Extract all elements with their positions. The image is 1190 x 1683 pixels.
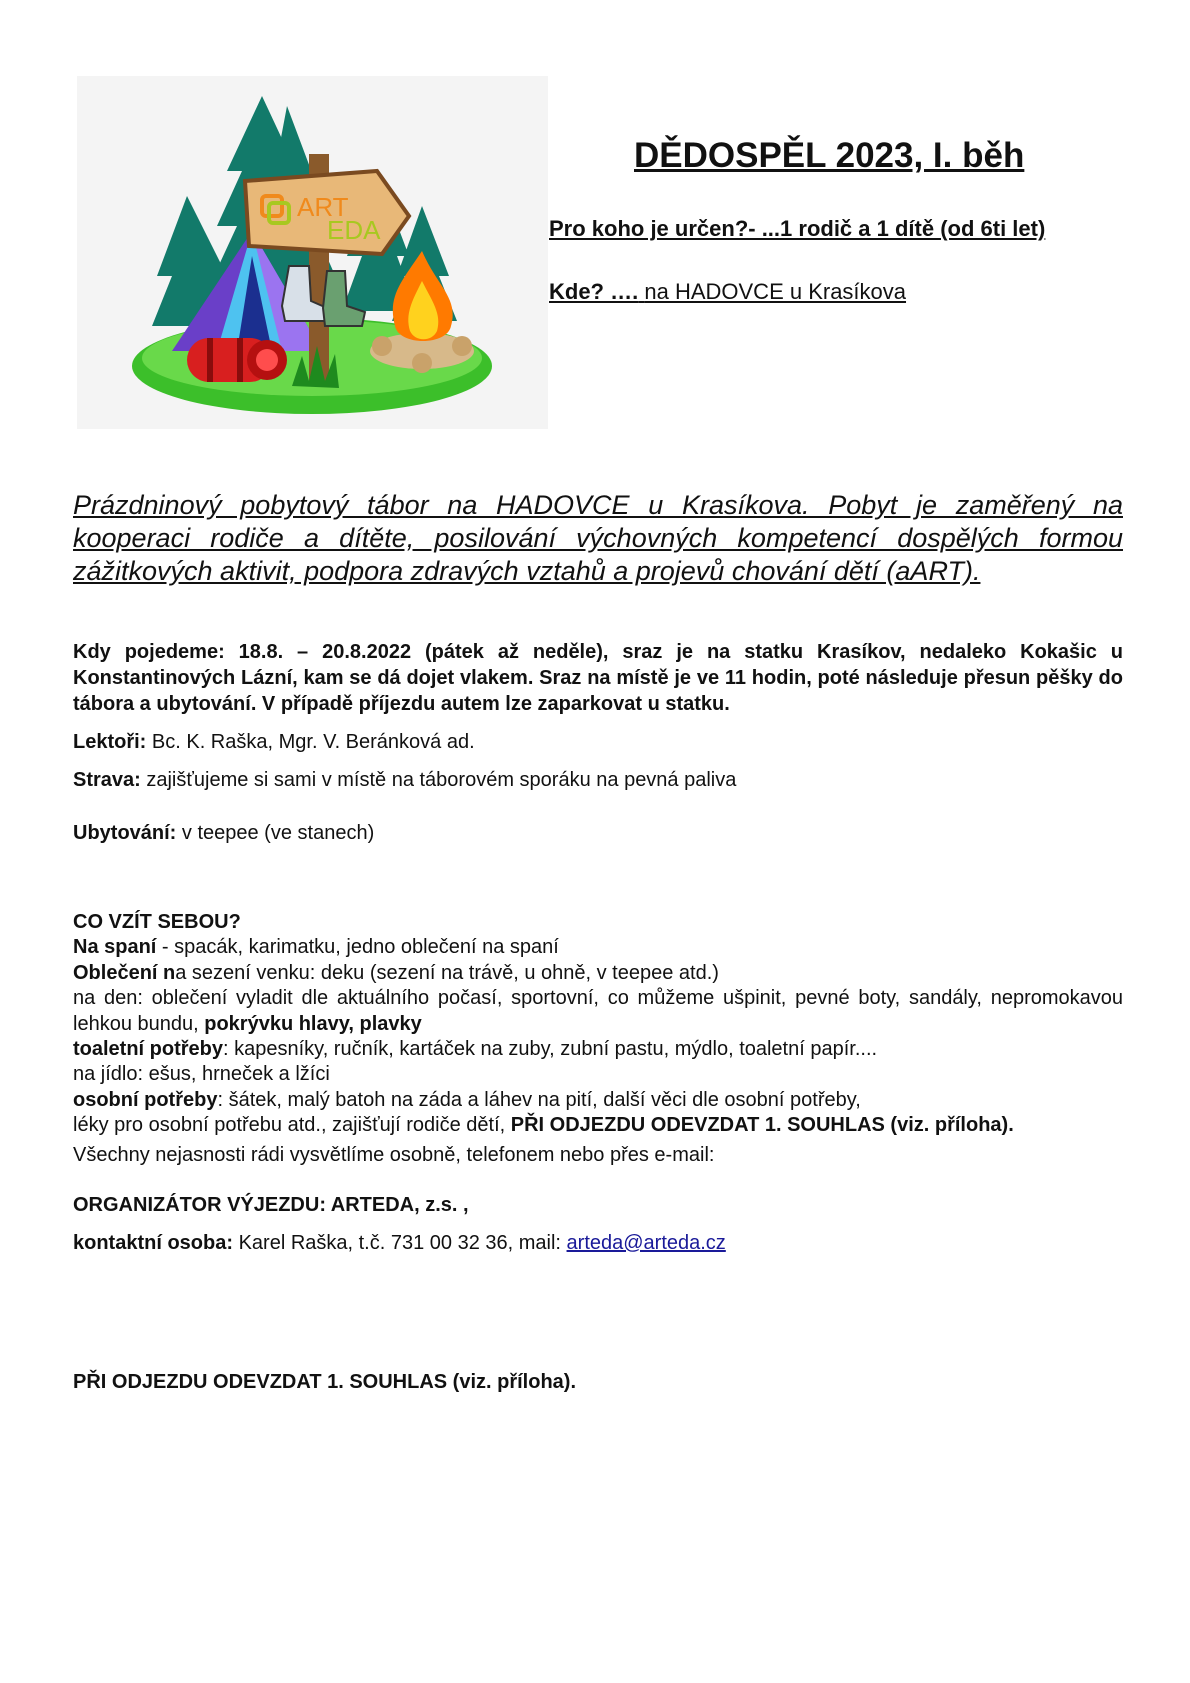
- lecturers-label: Lektoři:: [73, 731, 147, 753]
- svg-text:EDA: EDA: [327, 215, 381, 245]
- arteda-sign: [245, 171, 409, 254]
- packing-heading: CO VZÍT SEBOU?: [73, 911, 241, 933]
- organizer-line: ORGANIZÁTOR VÝJEZDU: ARTEDA, z.s. ,: [73, 1194, 469, 1216]
- accommodation-label: Ubytování:: [73, 822, 177, 844]
- location-line: [549, 279, 906, 305]
- contact-line: [73, 1230, 726, 1256]
- food-value: zajišťujeme si sami v místě na táborovém sporáku na pevná paliva: [140, 769, 737, 791]
- contact-label: kontaktní osoba:: [73, 1232, 234, 1254]
- packing-day: na den: oblečení vyladit dle aktuálního počasí, sportovní, co můžeme ušpinit, pevné boty, sandály, nepromokavou lehkou bundu, pokrývku hlavy, plavky: [73, 987, 1123, 1035]
- packing-sleep: Na spaní - spacák, karimatku, jedno oblečení na spaní: [73, 936, 559, 959]
- camp-scene-image: [77, 76, 548, 429]
- camp-illustration: [77, 76, 548, 429]
- contact-value: Karel Raška, t.č. 731 00 32 36, mail:: [233, 1232, 567, 1254]
- packing-food: na jídlo: ešus, hrneček a lžíci: [73, 1063, 330, 1086]
- location-value: na HADOVCE u Krasíkova: [644, 279, 907, 304]
- packing-toiletries: toaletní potřeby: kapesníky, ručník, kartáček na zuby, zubní pastu, mýdlo, toaletní papír....: [73, 1038, 878, 1061]
- food-label: Strava:: [73, 769, 141, 791]
- svg-text:ART: ART: [297, 192, 349, 222]
- accommodation-value: v teepee (ve stanech): [176, 822, 375, 844]
- lecturers-value: Bc. K. Raška, Mgr. V. Beránková ad.: [146, 731, 475, 753]
- schedule-paragraph: Kdy pojedeme: 18.8. – 20.8.2022 (pátek až neděle), sraz je na statku Krasíkov, nedaleko Kokašic u Konstantinových Lázní, kam se dá dojet vlakem. Sraz na místě je ve 11 hodin, poté následuje přesun pěšky do tábora a ubytování. V případě příjezdu autem lze zaparkovat u statku.: [73, 641, 1123, 715]
- food-line: [73, 767, 736, 793]
- email-link[interactable]: arteda@arteda.cz: [566, 1232, 726, 1254]
- sleeping-bag-icon: [187, 338, 287, 382]
- questions-line: Všechny nejasnosti rádi vysvětlíme osobně, telefonem nebo přes e-mail:: [73, 1144, 715, 1166]
- packing-personal: osobní potřeby: šátek, malý batoh na záda a láhev na pití, další věci dle osobní potřeby,: [73, 1088, 861, 1111]
- location-label: Kde? ….: [549, 279, 639, 304]
- footer-note: PŘI ODJEZDU ODEVZDAT 1. SOUHLAS (viz. příloha).: [73, 1371, 577, 1393]
- packing-clothes: Oblečení na sezení venku: deku (sezení na trávě, u ohně, v teepee atd.): [73, 961, 719, 984]
- packing-meds: léky pro osobní potřebu atd., zajišťují rodiče dětí, PŘI ODJEZDU ODEVZDAT 1. SOUHLAS (viz. příloha).: [73, 1114, 1014, 1137]
- page-title: DĚDOSPĚL 2023, I. běh: [634, 136, 1025, 175]
- intro-paragraph: Prázdninový pobytový tábor na HADOVCE u Krasíkova. Pobyt je zaměřený na kooperaci rodiče a dítěte, posilování výchovných kompetencí dospělých formou zážitkových aktivit, podpora zdravých vztahů a projevů chování dětí (aART).: [73, 490, 1123, 586]
- target-audience: Pro koho je určen?- ...1 rodič a 1 dítě (od 6ti let): [549, 216, 1046, 241]
- lecturers-line: [73, 729, 475, 755]
- accommodation-line: [73, 820, 374, 846]
- packing-list: [73, 910, 1123, 1139]
